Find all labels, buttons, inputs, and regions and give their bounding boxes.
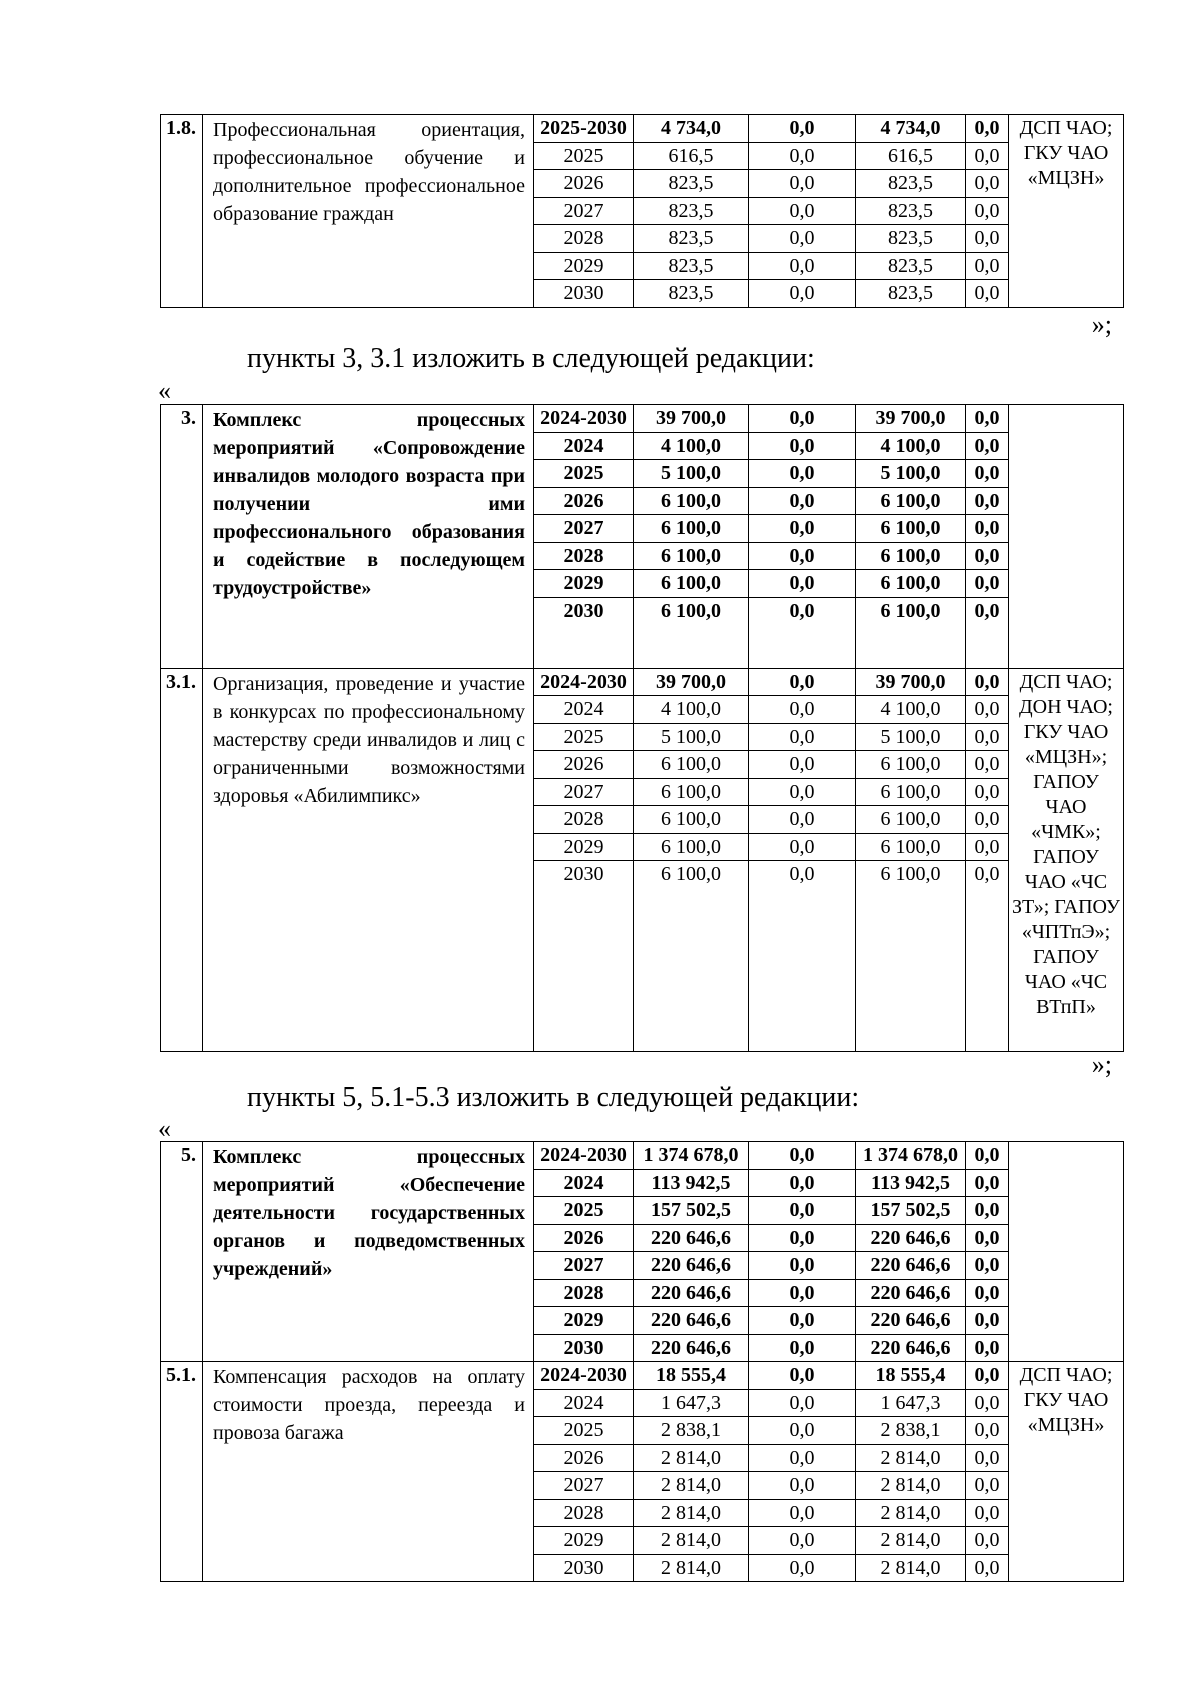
closing-quote-2: »; (1091, 1050, 1112, 1079)
regional-cell: 2 814,0 (856, 1499, 966, 1527)
item-title: Комплекс процессных мероприятий «Обеспечение деятельности государственных органов и подведомственных учреждений» (203, 1142, 534, 1362)
regional-cell: 6 100,0 (856, 515, 966, 543)
year-cell: 2025-2030 (534, 115, 634, 143)
regional-cell: 2 838,1 (856, 1417, 966, 1445)
regional-cell: 2 814,0 (856, 1444, 966, 1472)
total-cell: 2 814,0 (634, 1527, 749, 1555)
year-cell: 2026 (534, 487, 634, 515)
year-cell: 2027 (534, 1252, 634, 1280)
total-cell: 6 100,0 (634, 542, 749, 570)
item-number: 1.8. (161, 115, 203, 308)
table-row (161, 668, 1124, 696)
year-cell: 2025 (534, 142, 634, 170)
total-cell: 5 100,0 (634, 460, 749, 488)
regional-cell: 6 100,0 (856, 778, 966, 806)
year-cell: 2028 (534, 225, 634, 253)
federal-cell: 0,0 (749, 197, 856, 225)
year-cell: 2029 (534, 833, 634, 861)
federal-cell: 0,0 (749, 542, 856, 570)
other-cell: 0,0 (966, 1472, 1009, 1500)
regional-cell: 823,5 (856, 280, 966, 308)
federal-cell: 0,0 (749, 432, 856, 460)
responsible-cell: ДСП ЧАО; ГКУ ЧАО «МЦЗН» (1009, 1362, 1124, 1582)
year-cell: 2024-2030 (534, 668, 634, 696)
table-items-3 (160, 404, 1124, 1052)
year-cell: 2029 (534, 252, 634, 280)
year-cell: 2028 (534, 806, 634, 834)
total-cell: 2 838,1 (634, 1417, 749, 1445)
regional-cell: 220 646,6 (856, 1307, 966, 1335)
other-cell: 0,0 (966, 280, 1009, 308)
federal-cell: 0,0 (749, 515, 856, 543)
opening-quote-1: « (158, 376, 171, 405)
total-cell: 220 646,6 (634, 1307, 749, 1335)
federal-cell: 0,0 (749, 460, 856, 488)
other-cell: 0,0 (966, 405, 1009, 433)
year-cell: 2026 (534, 170, 634, 198)
regional-cell: 823,5 (856, 225, 966, 253)
total-cell: 616,5 (634, 142, 749, 170)
year-cell: 2025 (534, 460, 634, 488)
other-cell: 0,0 (966, 861, 1009, 1052)
regional-cell: 6 100,0 (856, 806, 966, 834)
year-cell: 2026 (534, 1224, 634, 1252)
federal-cell: 0,0 (749, 1307, 856, 1335)
total-cell: 823,5 (634, 225, 749, 253)
year-cell: 2024 (534, 696, 634, 724)
total-cell: 1 647,3 (634, 1389, 749, 1417)
other-cell: 0,0 (966, 570, 1009, 598)
other-cell: 0,0 (966, 142, 1009, 170)
other-cell: 0,0 (966, 668, 1009, 696)
regional-cell: 616,5 (856, 142, 966, 170)
total-cell: 39 700,0 (634, 405, 749, 433)
regional-cell: 2 814,0 (856, 1554, 966, 1582)
federal-cell: 0,0 (749, 597, 856, 668)
total-cell: 220 646,6 (634, 1252, 749, 1280)
regional-cell: 220 646,6 (856, 1279, 966, 1307)
regional-cell: 4 100,0 (856, 432, 966, 460)
total-cell: 6 100,0 (634, 751, 749, 779)
total-cell: 823,5 (634, 170, 749, 198)
other-cell: 0,0 (966, 1334, 1009, 1362)
regional-cell: 823,5 (856, 170, 966, 198)
year-cell: 2024-2030 (534, 1362, 634, 1390)
federal-cell: 0,0 (749, 861, 856, 1052)
regional-cell: 4 734,0 (856, 115, 966, 143)
year-cell: 2025 (534, 723, 634, 751)
federal-cell: 0,0 (749, 280, 856, 308)
other-cell: 0,0 (966, 597, 1009, 668)
federal-cell: 0,0 (749, 1169, 856, 1197)
year-cell: 2024-2030 (534, 405, 634, 433)
table1-body (161, 115, 1124, 308)
total-cell: 823,5 (634, 197, 749, 225)
federal-cell: 0,0 (749, 1389, 856, 1417)
year-cell: 2030 (534, 1554, 634, 1582)
regional-cell: 2 814,0 (856, 1527, 966, 1555)
year-cell: 2026 (534, 1444, 634, 1472)
federal-cell: 0,0 (749, 1334, 856, 1362)
total-cell: 220 646,6 (634, 1334, 749, 1362)
other-cell: 0,0 (966, 542, 1009, 570)
total-cell: 2 814,0 (634, 1472, 749, 1500)
federal-cell: 0,0 (749, 1142, 856, 1170)
regional-cell: 6 100,0 (856, 751, 966, 779)
year-cell: 2026 (534, 751, 634, 779)
opening-quote-2: « (158, 1114, 171, 1143)
item-title: Компенсация расходов на оплату стоимости проезда, переезда и провоза багажа (203, 1362, 534, 1582)
other-cell: 0,0 (966, 1169, 1009, 1197)
total-cell: 2 814,0 (634, 1554, 749, 1582)
federal-cell: 0,0 (749, 751, 856, 779)
regional-cell: 2 814,0 (856, 1472, 966, 1500)
total-cell: 4 100,0 (634, 432, 749, 460)
year-cell: 2024 (534, 1389, 634, 1417)
year-cell: 2029 (534, 1307, 634, 1335)
table3-s51-body (161, 1362, 1124, 1582)
regional-cell: 6 100,0 (856, 570, 966, 598)
total-cell: 823,5 (634, 280, 749, 308)
total-cell: 6 100,0 (634, 487, 749, 515)
table-row (161, 1142, 1124, 1170)
responsible-cell: ДСП ЧАО; ГКУ ЧАО «МЦЗН» (1009, 115, 1124, 308)
regional-cell: 823,5 (856, 197, 966, 225)
year-cell: 2027 (534, 197, 634, 225)
total-cell: 6 100,0 (634, 806, 749, 834)
federal-cell: 0,0 (749, 1499, 856, 1527)
other-cell: 0,0 (966, 1142, 1009, 1170)
item-title: Организация, проведение и участие в конкурсах по профессиональному мастерству среди инвалидов и лиц с ограниченными возможностями здоровья «Абилимпикс» (203, 668, 534, 1052)
item-title: Профессиональная ориентация, профессиональное обучение и дополнительное профессиональное образование граждан (203, 115, 534, 308)
year-cell: 2030 (534, 597, 634, 668)
federal-cell: 0,0 (749, 1362, 856, 1390)
regional-cell: 6 100,0 (856, 487, 966, 515)
closing-quote-1: »; (1091, 310, 1112, 339)
federal-cell: 0,0 (749, 696, 856, 724)
regional-cell: 39 700,0 (856, 668, 966, 696)
regional-cell: 18 555,4 (856, 1362, 966, 1390)
total-cell: 157 502,5 (634, 1197, 749, 1225)
total-cell: 220 646,6 (634, 1224, 749, 1252)
federal-cell: 0,0 (749, 806, 856, 834)
other-cell: 0,0 (966, 1307, 1009, 1335)
year-cell: 2027 (534, 778, 634, 806)
regional-cell: 6 100,0 (856, 542, 966, 570)
federal-cell: 0,0 (749, 252, 856, 280)
total-cell: 6 100,0 (634, 515, 749, 543)
other-cell: 0,0 (966, 1252, 1009, 1280)
table-row (161, 115, 1124, 143)
other-cell: 0,0 (966, 1554, 1009, 1582)
federal-cell: 0,0 (749, 405, 856, 433)
federal-cell: 0,0 (749, 115, 856, 143)
year-cell: 2028 (534, 1499, 634, 1527)
year-cell: 2030 (534, 861, 634, 1052)
federal-cell: 0,0 (749, 668, 856, 696)
other-cell: 0,0 (966, 432, 1009, 460)
item-number: 3. (161, 405, 203, 669)
other-cell: 0,0 (966, 1197, 1009, 1225)
federal-cell: 0,0 (749, 170, 856, 198)
item-title: Комплекс процессных мероприятий «Сопровождение инвалидов молодого возраста при получении ими профессионального образования и содействие в последующем трудоустройстве» (203, 405, 534, 669)
other-cell: 0,0 (966, 225, 1009, 253)
year-cell: 2024 (534, 432, 634, 460)
total-cell: 6 100,0 (634, 861, 749, 1052)
other-cell: 0,0 (966, 778, 1009, 806)
table-row (161, 405, 1124, 433)
other-cell: 0,0 (966, 1499, 1009, 1527)
other-cell: 0,0 (966, 696, 1009, 724)
regional-cell: 5 100,0 (856, 723, 966, 751)
year-cell: 2024 (534, 1169, 634, 1197)
total-cell: 1 374 678,0 (634, 1142, 749, 1170)
federal-cell: 0,0 (749, 723, 856, 751)
total-cell: 6 100,0 (634, 833, 749, 861)
other-cell: 0,0 (966, 252, 1009, 280)
table-row (161, 1362, 1124, 1390)
regional-cell: 157 502,5 (856, 1197, 966, 1225)
total-cell: 4 100,0 (634, 696, 749, 724)
year-cell: 2028 (534, 1279, 634, 1307)
regional-cell: 220 646,6 (856, 1224, 966, 1252)
table-item-1-8 (160, 114, 1124, 308)
federal-cell: 0,0 (749, 778, 856, 806)
other-cell: 0,0 (966, 1279, 1009, 1307)
other-cell: 0,0 (966, 806, 1009, 834)
regional-cell: 4 100,0 (856, 696, 966, 724)
federal-cell: 0,0 (749, 142, 856, 170)
year-cell: 2027 (534, 515, 634, 543)
total-cell: 6 100,0 (634, 597, 749, 668)
total-cell: 113 942,5 (634, 1169, 749, 1197)
year-cell: 2029 (534, 1527, 634, 1555)
regional-cell: 1 647,3 (856, 1389, 966, 1417)
other-cell: 0,0 (966, 197, 1009, 225)
year-cell: 2025 (534, 1417, 634, 1445)
total-cell: 220 646,6 (634, 1279, 749, 1307)
other-cell: 0,0 (966, 1362, 1009, 1390)
other-cell: 0,0 (966, 170, 1009, 198)
federal-cell: 0,0 (749, 1224, 856, 1252)
federal-cell: 0,0 (749, 570, 856, 598)
regional-cell: 220 646,6 (856, 1334, 966, 1362)
regional-cell: 220 646,6 (856, 1252, 966, 1280)
regional-cell: 6 100,0 (856, 861, 966, 1052)
other-cell: 0,0 (966, 1389, 1009, 1417)
table2-s31-body (161, 668, 1124, 1052)
regional-cell: 6 100,0 (856, 833, 966, 861)
total-cell: 4 734,0 (634, 115, 749, 143)
federal-cell: 0,0 (749, 1279, 856, 1307)
federal-cell: 0,0 (749, 1527, 856, 1555)
other-cell: 0,0 (966, 1444, 1009, 1472)
total-cell: 823,5 (634, 252, 749, 280)
paragraph-items-3: пункты 3, 3.1 изложить в следующей редакции: (247, 343, 815, 374)
total-cell: 18 555,4 (634, 1362, 749, 1390)
total-cell: 6 100,0 (634, 778, 749, 806)
year-cell: 2030 (534, 280, 634, 308)
table-items-5 (160, 1141, 1124, 1582)
total-cell: 39 700,0 (634, 668, 749, 696)
item-number: 5. (161, 1142, 203, 1362)
federal-cell: 0,0 (749, 1197, 856, 1225)
table2-s3-body (161, 405, 1124, 669)
federal-cell: 0,0 (749, 1554, 856, 1582)
year-cell: 2027 (534, 1472, 634, 1500)
other-cell: 0,0 (966, 1224, 1009, 1252)
total-cell: 6 100,0 (634, 570, 749, 598)
other-cell: 0,0 (966, 723, 1009, 751)
regional-cell: 823,5 (856, 252, 966, 280)
total-cell: 2 814,0 (634, 1444, 749, 1472)
year-cell: 2029 (534, 570, 634, 598)
federal-cell: 0,0 (749, 225, 856, 253)
responsible-cell (1009, 405, 1124, 669)
other-cell: 0,0 (966, 460, 1009, 488)
table3-s5-body (161, 1142, 1124, 1362)
item-number: 5.1. (161, 1362, 203, 1582)
other-cell: 0,0 (966, 1417, 1009, 1445)
total-cell: 2 814,0 (634, 1499, 749, 1527)
year-cell: 2028 (534, 542, 634, 570)
federal-cell: 0,0 (749, 1444, 856, 1472)
regional-cell: 5 100,0 (856, 460, 966, 488)
other-cell: 0,0 (966, 751, 1009, 779)
other-cell: 0,0 (966, 115, 1009, 143)
year-cell: 2024-2030 (534, 1142, 634, 1170)
other-cell: 0,0 (966, 515, 1009, 543)
year-cell: 2030 (534, 1334, 634, 1362)
other-cell: 0,0 (966, 1527, 1009, 1555)
federal-cell: 0,0 (749, 487, 856, 515)
paragraph-items-5: пункты 5, 5.1-5.3 изложить в следующей редакции: (247, 1082, 860, 1113)
other-cell: 0,0 (966, 487, 1009, 515)
federal-cell: 0,0 (749, 1417, 856, 1445)
regional-cell: 6 100,0 (856, 597, 966, 668)
federal-cell: 0,0 (749, 833, 856, 861)
year-cell: 2025 (534, 1197, 634, 1225)
federal-cell: 0,0 (749, 1252, 856, 1280)
regional-cell: 113 942,5 (856, 1169, 966, 1197)
item-number: 3.1. (161, 668, 203, 1052)
responsible-cell (1009, 1142, 1124, 1362)
federal-cell: 0,0 (749, 1472, 856, 1500)
responsible-cell: ДСП ЧАО; ДОН ЧАО; ГКУ ЧАО «МЦЗН»; ГАПОУ ЧАО «ЧМК»; ГАПОУ ЧАО «ЧС ЗТ»; ГАПОУ «ЧПТпЭ»; ГАПОУ ЧАО «ЧС ВТпП» (1009, 668, 1124, 1052)
total-cell: 5 100,0 (634, 723, 749, 751)
regional-cell: 1 374 678,0 (856, 1142, 966, 1170)
regional-cell: 39 700,0 (856, 405, 966, 433)
other-cell: 0,0 (966, 833, 1009, 861)
